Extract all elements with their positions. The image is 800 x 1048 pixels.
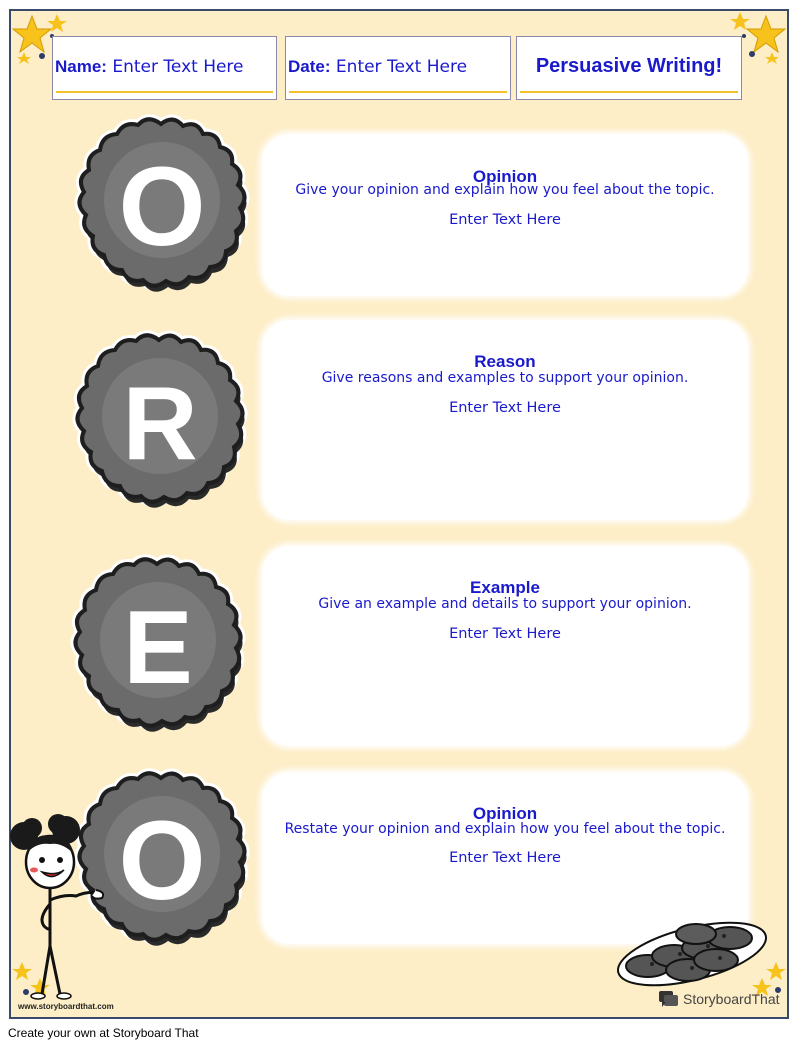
footer-credit[interactable]: Create your own at Storyboard That — [8, 1026, 199, 1040]
date-field[interactable] — [285, 36, 511, 100]
stick-girl-illustration — [4, 814, 108, 1004]
storyboard-logo-text: StoryboardThat — [683, 991, 780, 1007]
date-label: Date: — [288, 57, 331, 76]
storyboard-logo-icon — [658, 990, 680, 1008]
cookie-letter: E — [123, 590, 193, 706]
card-text-field[interactable]: Enter Text Here — [449, 400, 561, 416]
date-underline — [289, 91, 507, 93]
card-prompt: Give reasons and examples to support your opinion. — [321, 370, 689, 386]
card-title: Example — [470, 578, 540, 597]
cookie-icon — [62, 552, 254, 744]
card-prompt: Restate your opinion and explain how you feel about the topic. — [284, 821, 726, 837]
title-underline — [520, 91, 738, 93]
cookie-letter: O — [118, 144, 206, 269]
card-text-field[interactable]: Enter Text Here — [449, 850, 561, 866]
cookie-letter: R — [122, 366, 198, 482]
title-box — [516, 36, 742, 100]
cookie-icon — [64, 328, 256, 520]
name-field[interactable] — [52, 36, 277, 100]
cookie-icon — [66, 112, 258, 304]
date-value[interactable]: Enter Text Here — [335, 57, 468, 77]
reason-card — [262, 320, 748, 520]
card-title: Reason — [474, 352, 536, 371]
name-label: Name: — [55, 57, 107, 76]
example-card — [262, 546, 748, 746]
card-title: Opinion — [472, 167, 538, 186]
card-title: Opinion — [472, 804, 538, 823]
card-text-field[interactable]: Enter Text Here — [449, 626, 561, 642]
card-text-field[interactable]: Enter Text Here — [449, 212, 561, 228]
page-title: Persuasive Writing! — [535, 55, 723, 77]
watermark-site: www.storyboardthat.com — [18, 1002, 114, 1011]
name-underline — [56, 91, 273, 93]
card-prompt: Give your opinion and explain how you feel about the topic. — [295, 182, 715, 198]
cookie-letter: O — [118, 798, 206, 923]
card-prompt: Give an example and details to support your opinion. — [318, 596, 692, 612]
opinion-card — [262, 134, 748, 296]
name-value[interactable]: Enter Text Here — [112, 57, 244, 77]
cookie-plate-illustration — [612, 912, 772, 992]
storyboard-logo[interactable] — [658, 990, 780, 1008]
